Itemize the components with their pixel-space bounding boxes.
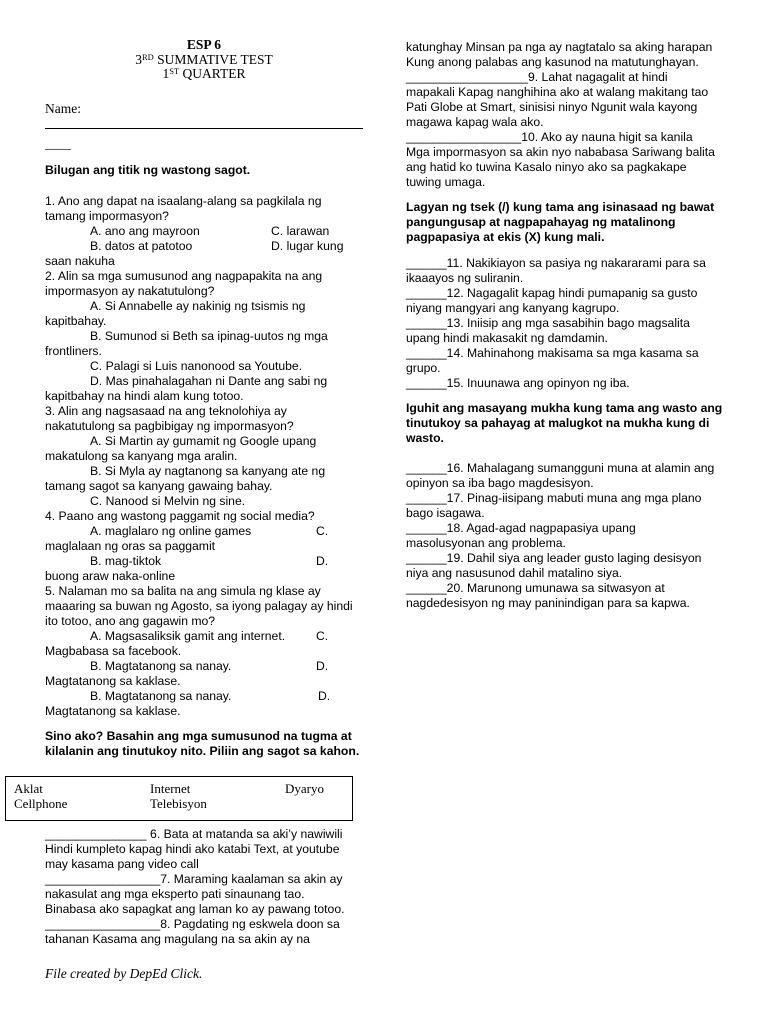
- question-line: tamang impormasyon?: [45, 208, 169, 223]
- choice-cellphone: Cellphone: [14, 796, 68, 811]
- question-line: ito totoo, ano ang gagawin mo?: [45, 613, 216, 628]
- item-line: ______13. Iniisip ang mga sasabihin bago magsalita: [406, 316, 690, 330]
- section3-title: [406, 200, 728, 245]
- section-title-line: Lagyan ng tsek (/) kung tama ang isinasaad ng bawat: [406, 200, 715, 214]
- section2-items: [45, 827, 365, 947]
- q4-option-tail1: maglalaan ng oras sa paggamit: [45, 538, 216, 553]
- q4-options-row1: A. maglalaro ng online games C.: [90, 523, 329, 538]
- question-line: 3. Alin ang nagsasaad na ang teknolohiya ay: [45, 403, 287, 418]
- name-label: Name:: [45, 100, 81, 116]
- item-line: opinyon sa iba bago magdesisyon.: [406, 476, 594, 490]
- riddle-line: Pati Globe at Smart, sinisisi ninyo Ngunit wala kayong: [406, 100, 698, 114]
- question-line: kapitbahay na hindi alam kung totoo.: [45, 388, 244, 403]
- choice-dyaryo: Dyaryo: [285, 781, 324, 796]
- name-line: [45, 116, 363, 129]
- item-line: ikaaayos ng suliranin.: [406, 271, 524, 285]
- riddle-line: katunghay Minsan pa nga ay nagtatalo sa aking harapan: [406, 40, 713, 54]
- item-line: ______15. Inuunawa ang opinyon ng iba.: [406, 376, 630, 390]
- item-line: ______16. Mahalagang sumangguni muna at alamin ang: [406, 461, 715, 475]
- question-line: A. Si Annabelle ay nakinig ng tsismis ng: [90, 298, 306, 313]
- name-line-continued: ____: [45, 135, 71, 151]
- question-line: 5. Nalaman mo sa balita na ang simula ng klase ay: [45, 583, 321, 598]
- item-line: niya ang nasusunod dahil matalino siya.: [406, 566, 623, 580]
- section-title-line: wasto.: [406, 431, 444, 445]
- choice-internet: Internet: [150, 781, 191, 796]
- section-multiple-choice: [45, 163, 363, 759]
- question-line: 1. Ano ang dapat na isaalang-alang sa pagkilala ng: [45, 193, 322, 208]
- question-line: makatulong sa kanyang mga aralin.: [45, 448, 238, 463]
- q5-option-tail1: Magbabasa sa facebook.: [45, 643, 182, 658]
- question-line: A. Si Martin ay gumamit ng Google upang: [90, 433, 317, 448]
- document-header: [45, 38, 363, 82]
- subject-title: ESP 6: [186, 37, 222, 52]
- choice-telebisyon: Telebisyon: [150, 796, 207, 811]
- section-title-line: pangungusap at nagpapahayag ng matalinong: [406, 215, 676, 229]
- riddle-line: tahanan Kasama ang magulang na sa akin ay na: [45, 932, 310, 946]
- question-line: C. Palagi si Luis nanonood sa Youtube.: [90, 358, 303, 373]
- riddle-line: _______________ 6. Bata at matanda sa aki’y nawiwili: [45, 827, 343, 841]
- section1-title: Bilugan ang titik ng wastong sagot.: [45, 162, 251, 177]
- item-line: niyang mangyari ang kanyang kagrupo.: [406, 301, 620, 315]
- riddle-line: _________________7. Maraming kaalaman sa akin ay: [45, 872, 343, 886]
- section2-title: Sino ako? Basahin ang mga sumusunod na tugma at kilalanin ang tinutukoy nito. Piliin ang sagot sa kahon.: [45, 728, 360, 758]
- question-line: C. Nanood si Melvin ng sine.: [90, 493, 246, 508]
- q5-options-row2: B. Magtatanong sa nanay. D.: [90, 658, 329, 673]
- item-line: ______11. Nakikiayon sa pasiya ng nakararami para sa: [406, 256, 706, 270]
- question-line: B. Si Myla ay nagtanong sa kanyang ate ng: [90, 463, 326, 478]
- section-title-line: tinutukoy sa pahayag at malugkot na mukha kung di: [406, 416, 710, 430]
- question-line: tamang sagot sa kanyang gawaing bahay.: [45, 478, 273, 493]
- left-column: [45, 38, 363, 759]
- riddle-line: Mga impormasyon sa akin nyo nababasa Sariwang balita: [406, 145, 715, 159]
- item-line: nagdedesisyon ng may paninindigan para sa kapwa.: [406, 596, 690, 610]
- question-line: nakatutulong sa pagbibigay ng impormasyon?: [45, 418, 294, 433]
- item-line: ______14. Mahinahong makisama sa mga kasama sa: [406, 346, 699, 360]
- item-line: grupo.: [406, 361, 441, 375]
- riddle-line: nakasulat ang mga eksperto pati sinaunang tao.: [45, 887, 305, 901]
- question-line: B. Sumunod si Beth sa ipinag-uutos ng mga: [90, 328, 328, 343]
- riddle-line: Binabasa ako sapagkat ang laman ko ay pawang totoo.: [45, 902, 345, 916]
- riddle-line: _________________10. Ako ay nauna higit sa kanila: [406, 130, 693, 144]
- riddle-line: __________________9. Lahat nagagalit at hindi: [406, 70, 668, 84]
- item-line: ______17. Pinag-iisipang mabuti muna ang mga plano: [406, 491, 702, 505]
- riddle-line: _________________8. Pagdating ng eskwela doon sa: [45, 917, 340, 931]
- q5-option-tail2: Magtatanong sa kaklase.: [45, 673, 181, 688]
- riddle-line: Kung anong palabas ang kasunod na matutunghayan.: [406, 55, 699, 69]
- q1-options-row2: B. datos at patotoo D. lugar kung: [90, 238, 344, 253]
- q4-options-row2: B. mag-tiktok D.: [90, 553, 329, 568]
- q5-options-row3: B. Magtatanong sa nanay. D.: [90, 688, 331, 703]
- riddle-line: mapakali Kapag nanghihina ako at walang makitang tao: [406, 85, 709, 99]
- item-line: masolusyonan ang problema.: [406, 536, 566, 550]
- q1-options-row1: A. ano ang mayroon C. larawan: [90, 223, 330, 238]
- q4-option-tail2: buong araw naka-online: [45, 568, 176, 583]
- item-line: upang hindi makasakit ng damdamin.: [406, 331, 608, 345]
- question-line: frontliners.: [45, 343, 102, 358]
- riddle-line: Hindi kumpleto kapag hindi ako katabi Text, at youtube: [45, 842, 340, 856]
- question-line: impormasyon ay nakatutulong?: [45, 283, 215, 298]
- footer-credit: File created by DepEd Click.: [45, 966, 203, 981]
- item-line: bago isagawa.: [406, 506, 485, 520]
- question-line: D. Mas pinahalagahan ni Dante ang sabi ng: [90, 373, 328, 388]
- question-line: 2. Alin sa mga sumusunod ang nagpapakita na ang: [45, 268, 323, 283]
- riddle-line: magawa kapag wala ako.: [406, 115, 544, 129]
- section4-title: [406, 401, 728, 446]
- answer-choices-box: [5, 776, 353, 821]
- q5-option-tail3: Magtatanong sa kaklase.: [45, 703, 181, 718]
- item-line: ______12. Nagagalit kapag hindi pumapanig sa gusto: [406, 286, 698, 300]
- section-title-line: Iguhit ang masayang mukha kung tama ang wasto ang: [406, 401, 723, 415]
- right-column: [406, 40, 728, 611]
- test-title: 3RD SUMMATIVE TEST: [135, 51, 273, 67]
- quarter-title: 1ST QUARTER: [162, 66, 246, 81]
- section-title-line: pagpapasiya at ekis (X) kung mali.: [406, 230, 605, 244]
- item-line: ______19. Dahil siya ang leader gusto laging desisyon: [406, 551, 702, 565]
- choice-aklat: Aklat: [14, 781, 43, 796]
- question-line: kapitbahay.: [45, 313, 107, 328]
- riddle-line: may kasama pang video call: [45, 857, 199, 871]
- riddle-line: ang hatid ko tuwina Kasalo ninyo ako sa pagkakape: [406, 160, 687, 174]
- item-line: ______20. Marunong umunawa sa sitwasyon at: [406, 581, 665, 595]
- question-line: maaaring sa buwan ng Agosto, sa iyong palagay ay hindi: [45, 598, 353, 613]
- q5-options-row1: A. Magsasaliksik gamit ang internet. C.: [90, 628, 329, 643]
- riddle-line: tuwing umaga.: [406, 175, 486, 189]
- item-line: ______18. Agad-agad nagpapasiya upang: [406, 521, 636, 535]
- q1-option-tail: saan nakuha: [45, 253, 115, 268]
- question-line: 4. Paano ang wastong paggamit ng social media?: [45, 508, 315, 523]
